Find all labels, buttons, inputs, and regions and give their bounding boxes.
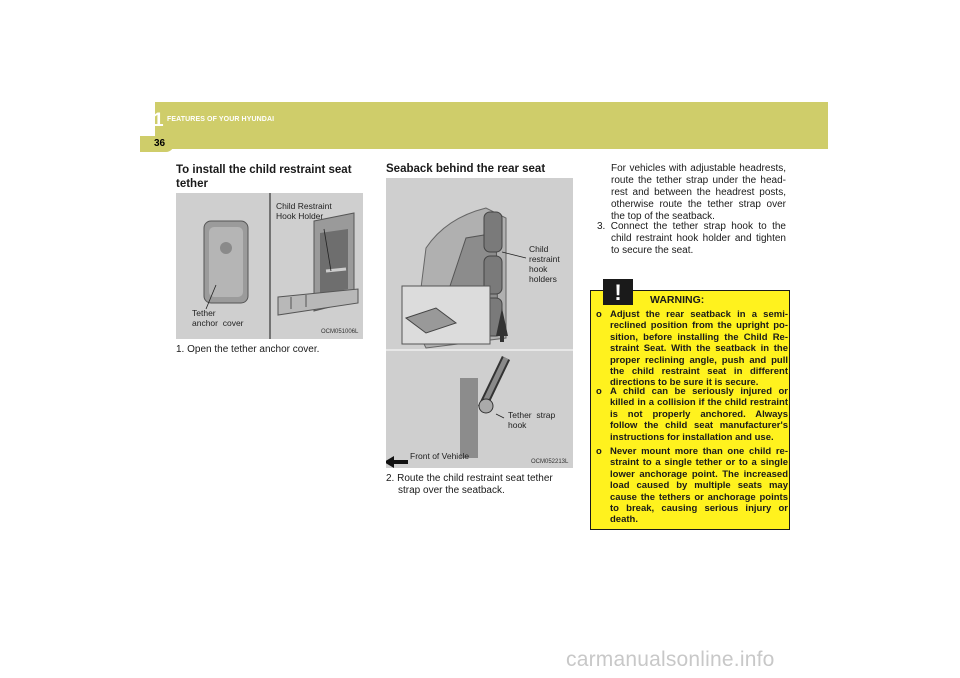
warning-text-1: Adjust the rear seatback in a semi-reclined position from the upright po-sition, before installing the Child Re-straint Seat. With the seatback in the proper reclining angle, push and pull the child restraint seat in different directions to be sure it is secure. (610, 309, 788, 389)
page-number: 36 (140, 136, 174, 152)
header-band (155, 102, 828, 149)
section-title-seatback: Seaback behind the rear seat (386, 163, 546, 175)
step-2: 2. Route the child restraint seat tether strap over the seatback. (386, 473, 553, 496)
warning-item-2 (596, 386, 788, 443)
label-tether-hook: Tether strap hook (508, 410, 556, 430)
chapter-number: 1 (153, 110, 164, 131)
warning-item-3 (596, 446, 788, 526)
warning-item-1 (596, 309, 788, 389)
warning-bullet-3: o (596, 446, 602, 457)
warning-text-3: Never mount more than one child re-straint to a single tether or to a single lower anchorage point. The increased load caused by multiple seats may cause the tethers or anchorage points to break, causing serious injury or death. (610, 446, 788, 526)
step-3: 3. Connect the tether strap hook to the child restraint hook holder and tighten to secure the seat. (597, 221, 786, 256)
headrest-paragraph: For vehicles with adjustable headrests, route the tether strap under the head-rest and between the headrest posts, otherwise route the tether strap over the top of the seatback. (611, 163, 786, 222)
warning-icon-glyph: ! (614, 280, 622, 305)
watermark: carmanualsonline.info (566, 648, 775, 671)
warning-bullet-2: o (596, 386, 602, 397)
figure-code-1: OCM051006L (321, 329, 359, 335)
figure-code-2: OCM052213L (531, 459, 569, 465)
step-1: 1. Open the tether anchor cover. (176, 344, 320, 355)
warning-icon (603, 279, 633, 305)
section-title-install: To install the child restraint seat tether (176, 164, 352, 190)
chapter-title: FEATURES OF YOUR HYUNDAI (167, 116, 275, 123)
label-hook-holder: Child Restraint Hook Holder (276, 201, 332, 221)
warning-text-2: A child can be seriously injured or killed in a collision if the child restraint is not properly anchored. Always follow the child seat manufacturer's instructions for installation and use. (610, 386, 788, 443)
warning-title: WARNING: (650, 294, 705, 306)
label-front-of-vehicle: Front of Vehicle (410, 451, 470, 461)
label-hook-holders: Child restraint hook holders (529, 244, 560, 284)
label-tether-cover: Tether anchor cover (192, 308, 244, 328)
warning-bullet-1: o (596, 309, 602, 320)
